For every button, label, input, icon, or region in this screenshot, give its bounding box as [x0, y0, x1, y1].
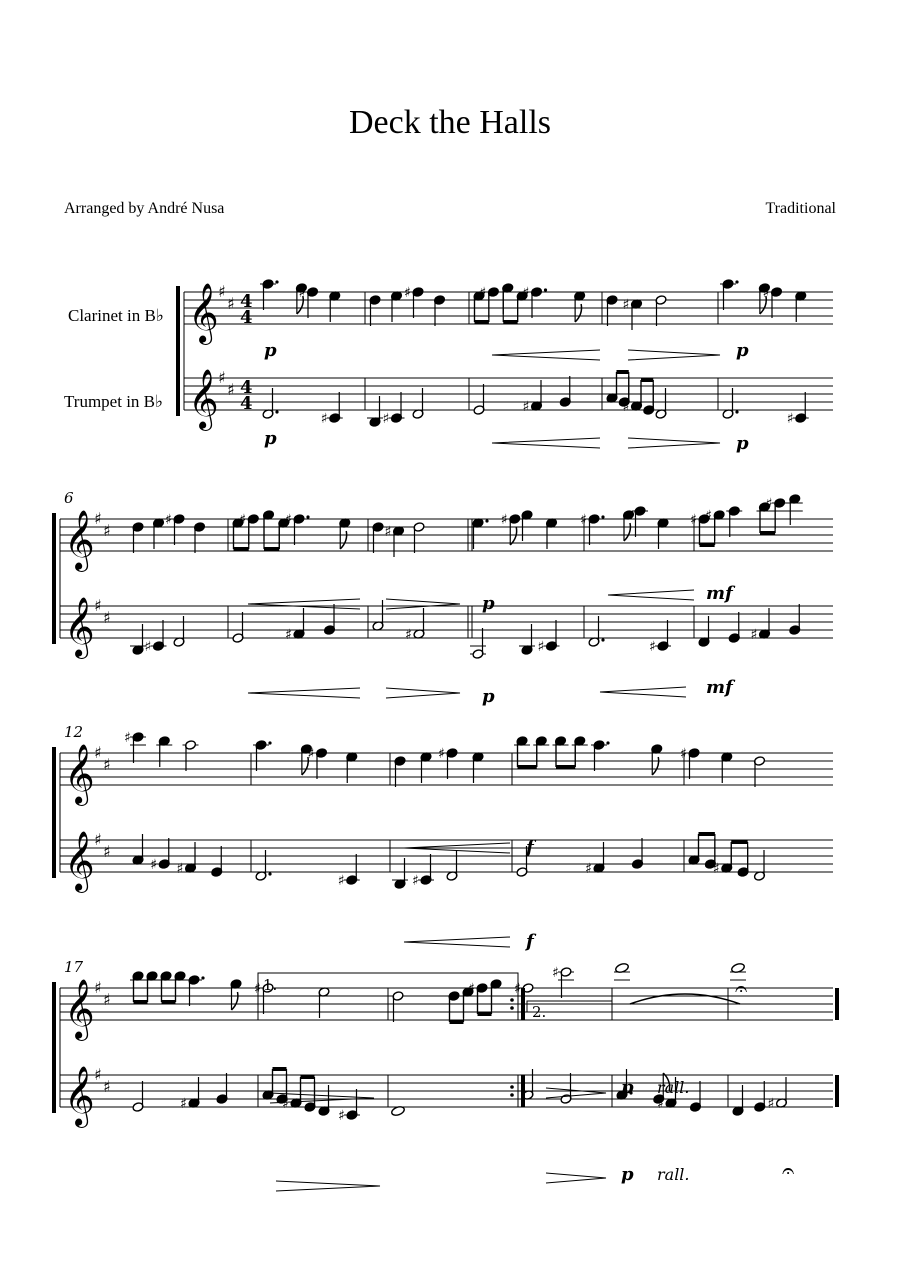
fermata: 𝄐: [735, 977, 748, 1002]
dot: [275, 410, 278, 413]
accidental-sharp: ♯: [786, 411, 794, 427]
accidental-sharp: ♯: [307, 746, 315, 762]
dynamic-p: p: [736, 433, 749, 454]
score-title: Deck the Halls: [348, 104, 552, 141]
treble-clef: 𝄞: [188, 283, 219, 343]
accidental-sharp: ♯: [384, 524, 392, 540]
key-sharp: ♯: [94, 1065, 102, 1084]
dynamic-p: p: [264, 340, 277, 361]
key-sharp: ♯: [103, 842, 111, 861]
accidental-sharp: ♯: [767, 1096, 775, 1112]
time-sig-top: 4: [240, 291, 253, 312]
dynamic-p: p: [264, 428, 277, 449]
key-sharp: ♯: [103, 990, 111, 1009]
measure-number: 12: [64, 723, 84, 741]
accidental-sharp: ♯: [239, 512, 247, 528]
accidental-sharp: ♯: [680, 746, 687, 762]
accidental-sharp: ♯: [298, 285, 306, 301]
accidental-sharp: ♯: [404, 285, 411, 301]
measure-number: 6: [64, 489, 74, 507]
diminuendo-hairpin: [386, 599, 460, 609]
composer-credit: Traditional: [765, 200, 836, 217]
key-sharp: ♯: [94, 978, 102, 997]
accidental-sharp: ♯: [649, 639, 656, 655]
treble-clef: 𝄞: [64, 744, 95, 804]
accidental-sharp: ♯: [124, 730, 131, 746]
accidental-sharp: ♯: [765, 496, 773, 512]
dynamic-p: p: [736, 340, 749, 361]
treble-clef: 𝄞: [64, 597, 95, 657]
note-flag: [652, 757, 658, 775]
time-sig-bottom: 4: [240, 307, 253, 328]
accidental-sharp: ♯: [285, 512, 292, 528]
key-sharp: ♯: [103, 608, 111, 627]
dot: [485, 519, 488, 522]
accidental-sharp: ♯: [150, 857, 158, 873]
key-sharp: ♯: [94, 830, 102, 849]
time-sig-top: 4: [240, 377, 253, 398]
accidental-sharp: ♯: [585, 861, 592, 877]
fermata: 𝄐: [782, 1159, 795, 1184]
repeat-dot: [510, 998, 514, 1002]
accidental-sharp: ♯: [514, 981, 521, 997]
accidental-sharp: ♯: [254, 981, 261, 997]
crescendo-hairpin: [248, 688, 360, 698]
dot: [735, 410, 738, 413]
dot: [201, 976, 204, 979]
dynamic-mf: mf: [706, 583, 733, 604]
dot: [544, 288, 547, 291]
repeat-dot: [510, 1085, 514, 1089]
note-flag: [340, 531, 346, 549]
clarinet-label: Clarinet in B♭: [68, 306, 164, 325]
crescendo-hairpin: [492, 438, 600, 448]
accidental-sharp: ♯: [320, 411, 328, 427]
key-sharp: ♯: [227, 380, 235, 399]
accidental-sharp: ♯: [622, 399, 630, 415]
note-flag: [232, 992, 238, 1010]
crescendo-hairpin: [608, 590, 694, 600]
accidental-sharp: ♯: [479, 285, 487, 301]
accidental-sharp: ♯: [405, 627, 412, 643]
note-flag: [575, 304, 581, 322]
accidental-sharp: ♯: [690, 512, 697, 528]
diminuendo-hairpin: [546, 1088, 606, 1098]
diminuendo-hairpin: [628, 438, 720, 448]
dot: [735, 280, 738, 283]
key-sharp: ♯: [94, 743, 102, 762]
accidental-sharp: ♯: [622, 297, 630, 313]
crescendo-hairpin: [248, 599, 360, 609]
volta-label: 2.: [532, 1003, 547, 1021]
accidental-sharp: ♯: [180, 1096, 187, 1112]
dynamic-p: p: [482, 593, 495, 614]
accidental-sharp: ♯: [705, 508, 712, 524]
dot: [306, 515, 309, 518]
key-sharp: ♯: [227, 294, 235, 313]
dot: [606, 741, 609, 744]
accidental-sharp: ♯: [382, 411, 390, 427]
note-flag: [510, 527, 516, 545]
accidental-sharp: ♯: [522, 285, 530, 301]
rall-text: rall.: [657, 1078, 690, 1097]
dynamic-p: p: [621, 1077, 634, 1098]
treble-clef: 𝄞: [64, 831, 95, 891]
crescendo-hairpin: [492, 350, 600, 360]
treble-clef: 𝄞: [188, 369, 219, 429]
accidental-sharp: ♯: [144, 639, 152, 655]
crescendo-hairpin: [600, 687, 686, 697]
note-flag: [624, 523, 630, 541]
dot: [275, 280, 278, 283]
measure-number: 17: [64, 958, 84, 976]
dynamic-p: p: [621, 1164, 634, 1185]
accidental-sharp: ♯: [500, 512, 508, 528]
accidental-sharp: ♯: [282, 1096, 289, 1112]
key-sharp: ♯: [94, 596, 102, 615]
accidental-sharp: ♯: [580, 512, 587, 528]
accidental-sharp: ♯: [165, 512, 172, 528]
dynamic-p: p: [482, 686, 495, 707]
diminuendo-hairpin: [276, 1181, 380, 1191]
key-sharp: ♯: [218, 368, 226, 387]
accidental-sharp: ♯: [438, 746, 445, 762]
key-sharp: ♯: [103, 1077, 111, 1096]
volta-label: 1.: [263, 976, 278, 994]
accidental-sharp: ♯: [537, 639, 545, 655]
accidental-sharp: ♯: [176, 861, 184, 877]
crescendo-hairpin: [404, 937, 510, 947]
accidental-sharp: ♯: [762, 285, 770, 301]
accidental-sharp: ♯: [657, 1096, 664, 1112]
accidental-sharp: ♯: [337, 873, 345, 889]
accidental-sharp: ♯: [285, 627, 292, 643]
accidental-sharp: ♯: [338, 1108, 345, 1124]
accidental-sharp: ♯: [552, 965, 559, 981]
diminuendo-hairpin: [628, 350, 720, 360]
repeat-dot: [510, 1093, 514, 1097]
treble-clef: 𝄞: [64, 1066, 95, 1126]
dynamic-f: f: [526, 931, 534, 952]
arranger-credit: Arranged by André Nusa: [64, 200, 225, 217]
accidental-sharp: ♯: [468, 981, 475, 997]
time-sig-bottom: 4: [240, 393, 253, 414]
treble-clef: 𝄞: [64, 510, 95, 570]
trumpet-label: Trumpet in B♭: [64, 392, 164, 411]
key-sharp: ♯: [94, 509, 102, 528]
dot: [268, 741, 271, 744]
dynamic-mf: mf: [706, 677, 733, 698]
dynamic-f: f: [526, 837, 534, 858]
repeat-dot: [510, 1006, 514, 1010]
treble-clef: 𝄞: [64, 979, 95, 1039]
diminuendo-hairpin: [546, 1173, 606, 1183]
accidental-sharp: ♯: [712, 861, 720, 877]
dot: [601, 515, 604, 518]
key-sharp: ♯: [103, 755, 111, 774]
diminuendo-hairpin: [386, 688, 460, 698]
key-sharp: ♯: [218, 282, 226, 301]
dot: [601, 638, 604, 641]
accidental-sharp: ♯: [750, 627, 758, 643]
accidental-sharp: ♯: [412, 873, 419, 889]
accidental-sharp: ♯: [522, 399, 530, 415]
dot: [268, 872, 271, 875]
key-sharp: ♯: [103, 521, 111, 540]
rall-text: rall.: [657, 1165, 690, 1184]
